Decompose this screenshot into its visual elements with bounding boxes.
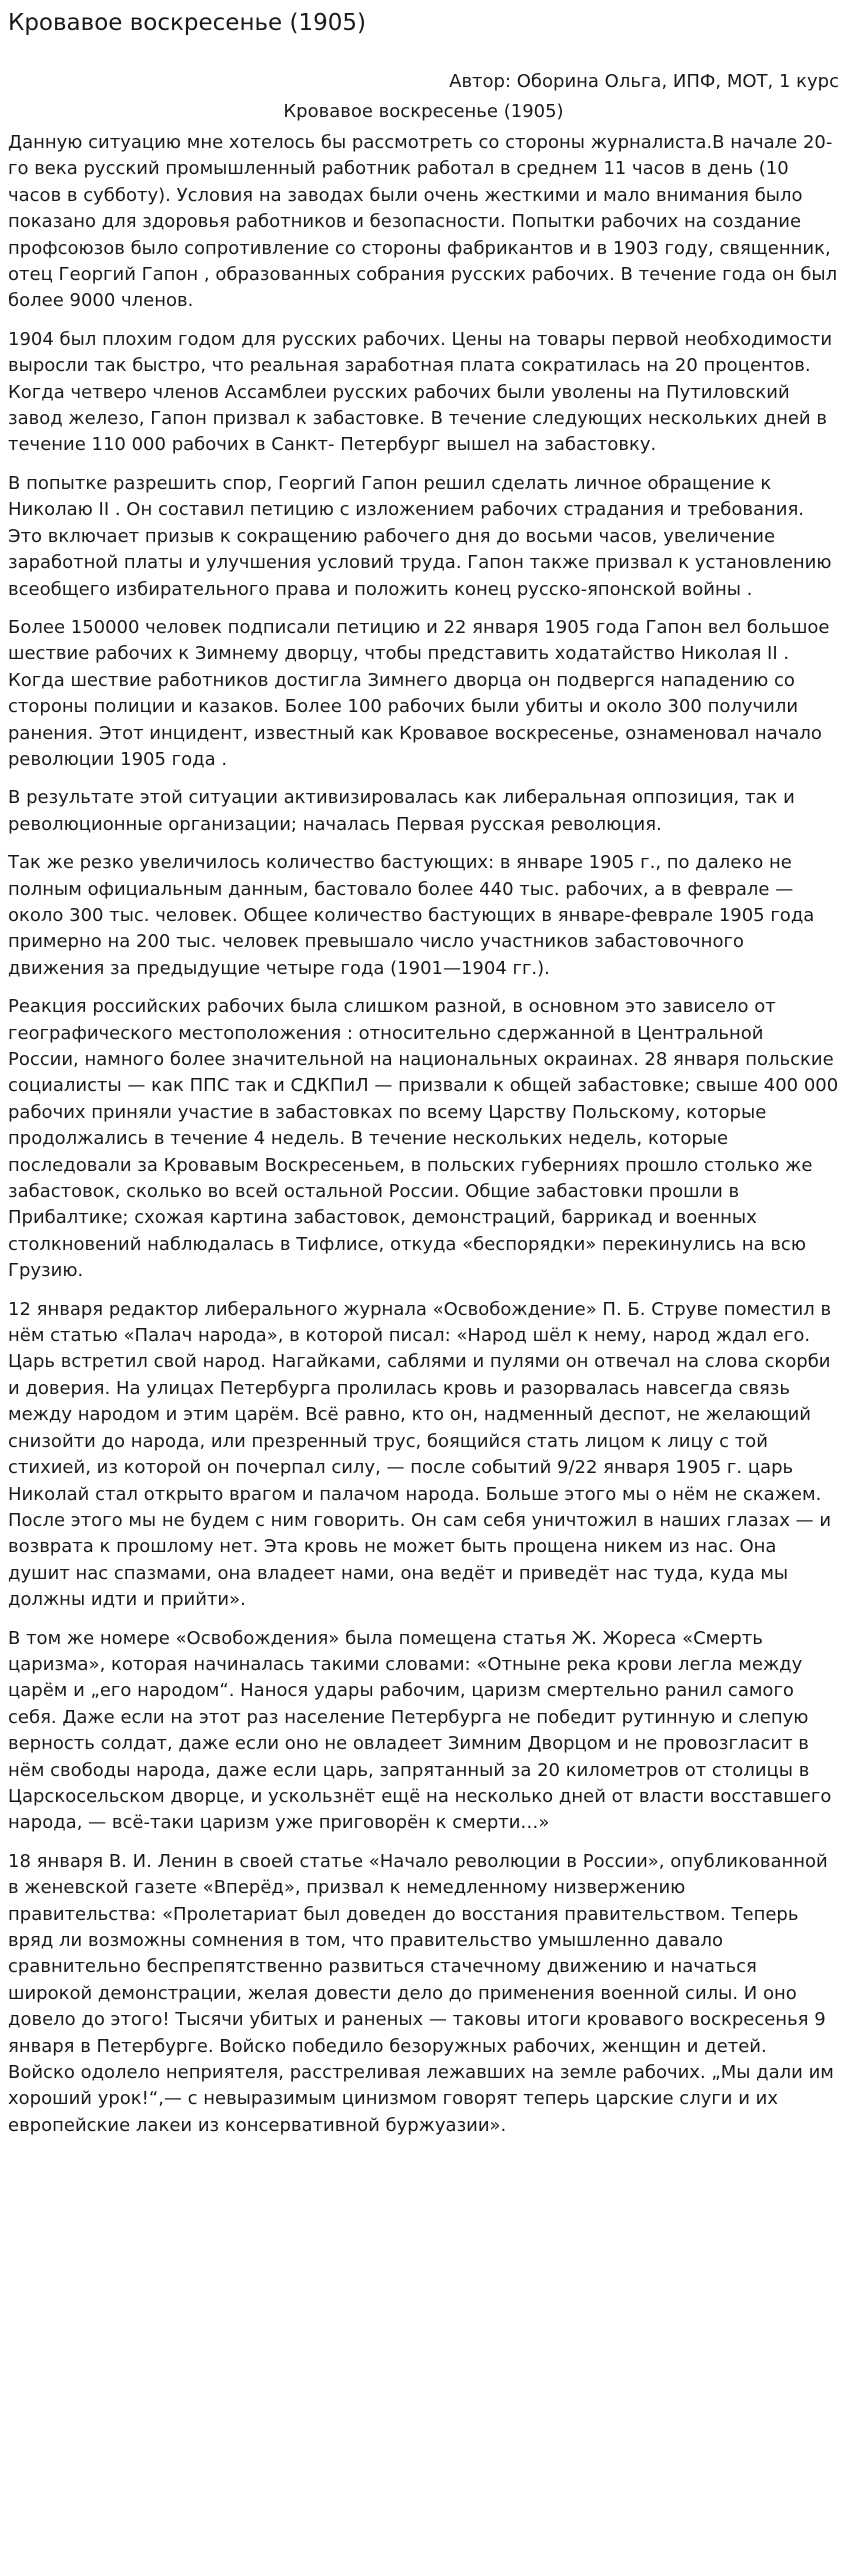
paragraph-6: Так же резко увеличилось количество бастующих: в январе 1905 г., по далеко не полным официальным данным, бастовало более 440 тыс. рабочих, а в феврале — около 300 тыс. человек. Общее количество бастующих в январе-феврале 1905 года примерно на 200 тыс. человек превышало число участников забастовочного движения за предыдущие четыре года (1901—1904 гг.). [8,852,815,979]
paragraph-10: 18 января В. И. Ленин в своей статье «Начало революции в России», опубликованной в женевской газете «Вперёд», призвал к немедленному низвержению правительства: «Пролетариат был доведен до восстания правительством. Теперь вряд ли возможны сомнения в том, что правительство умышленно давало сравнительно беспрепятственно развиться стачечному движению и начаться широкой демонстрации, желая довести дело до применения военной силы. И оно довело до этого! Тысячи убитых и раненых — таковы итоги кровавого воскресенья 9 января в Петербурге. Войско победило безоружных рабочих, женщин и детей. Войско одолело неприятеля, расстреливая лежавших на земле рабочих. „Мы дали им хороший урок!“,— с невыразимым цинизмом говорят теперь царские слуги и их европейские лакеи из консервативной буржуазии». [8,1850,834,2136]
paragraph-8: 12 января редактор либерального журнала «Освобождение» П. Б. Струве поместил в нём статью «Палач народа», в которой писал: «Народ шёл к нему, народ ждал его. Царь встретил свой народ. Нагайками, саблями и пулями он отвечал на слова скорби и доверия. На улицах Петербурга пролилась кровь и разорвалась навсегда связь между народом и этим царём. Всё равно, кто он, надменный деспот, не желающий снизойти до народа, или презренный трус, боящийся стать лицом к лицу с той стихией, из которой он почерпал силу, — после событий 9/22 января 1905 г. царь Николай стал открыто врагом и палачом народа. Больше этого мы о нём не скажем. После этого мы не будем с ним говорить. Он сам себя уничтожил в наших глазах — и возврата к прошлому нет. Эта кровь не может быть прощена никем из нас. Она душит нас спазмами, она владеет нами, она ведёт и приведёт нас туда, куда мы должны идти и прийти». [8,1298,832,1611]
article-subtitle: Кровавое воскресенье (1905) [283,101,564,122]
paragraph-4: Более 150000 человек подписали петицию и 22 января 1905 года Гапон вел большое шествие рабочих к Зимнему дворцу, чтобы представить ходатайство Николая II . Когда шествие работников достигла Зимнего дворца он подвергся нападению со стороны полиции и казаков. Более 100 рабочих были убиты и около 300 получили ранения. Этот инцидент, известный как Кровавое воскресенье, ознаменовал начало революции 1905 года . [8,616,830,770]
paragraph-2: 1904 был плохим годом для русских рабочих. Цены на товары первой необходимости выросли так быстро, что реальная заработная плата сократилась на 20 процентов. Когда четверо членов Ассамблеи русских рабочих были уволены на Путиловский завод железо, Гапон призвал к забастовке. В течение следующих нескольких дней в течение 110 000 рабочих в Санкт- Петербург вышел на забастовку. [8,328,833,456]
paragraph-1: Данную ситуацию мне хотелось бы рассмотреть со стороны журналиста.В начале 20-го века русский промышленный работник работал в среднем 11 часов в день (10 часов в субботу). Условия на заводах были очень жесткими и мало внимания было показано для здоровья работников и безопасности. Попытки рабочих на создание профсоюзов было сопротивление со стороны фабрикантов и в 1903 году, священник, отец Георгий Гапон , образованных собрания русских рабочих. В течение года он был более 9000 членов. [8,132,838,312]
page-title: Кровавое воскресенье (1905) [8,10,366,36]
author-line: Автор: Оборина Ольга, ИПФ, МОТ, 1 курс [449,71,839,92]
paragraph-7: Реакция российских рабочих была слишком разной, в основном это зависело от географического местоположения : относительно сдержанной в Центральной России, намного более значительной на национальных окраинах. 28 января польские социалисты — как ППС так и СДКПиЛ — призвали к общей забастовке; свыше 400 000 рабочих приняли участие в забастовках по всему Царству Польскому, которые продолжались в течение 4 недель. В течение нескольких недель, которые последовали за Кровавым Воскресеньем, в польских губерниях прошло столько же забастовок, сколько во всей остальной России. Общие забастовки прошли в Прибалтике; схожая картина забастовок, демонстраций, баррикад и военных столкновений наблюдалась в Тифлисе, откуда «беспорядки» перекинулись на всю Грузию. [8,996,839,1282]
paragraph-3: В попытке разрешить спор, Георгий Гапон решил сделать личное обращение к Николаю II . Он составил петицию с изложением рабочих страдания и требования. Это включает призыв к сокращению рабочего дня до восьми часов, увеличение заработной платы и улучшения условий труда. Гапон также призвал к установлению всеобщего избирательного права и положить конец русско-японской войны . [8,472,832,600]
paragraph-9: В том же номере «Освобождения» была помещена статья Ж. Жореса «Смерть царизма», которая начиналась такими словами: «Отныне река крови легла между царём и „его народом“. Нанося удары рабочим, царизм смертельно ранил самого себя. Даже если на этот раз население Петербурга не победит рутинную и слепую верность солдат, даже если оно не овладеет Зимним Дворцом и не провозгласит в нём свободы народа, даже если царь, запрятанный за 20 километров от столицы в Царскосельском дворце, и ускользнёт ещё на несколько дней от власти восставшего народа, — всё-таки царизм уже приговорён к смерти…» [8,1627,832,1834]
paragraph-5: В результате этой ситуации активизировалась как либеральная оппозиция, так и революционные организации; началась Первая русская революция. [8,787,795,835]
